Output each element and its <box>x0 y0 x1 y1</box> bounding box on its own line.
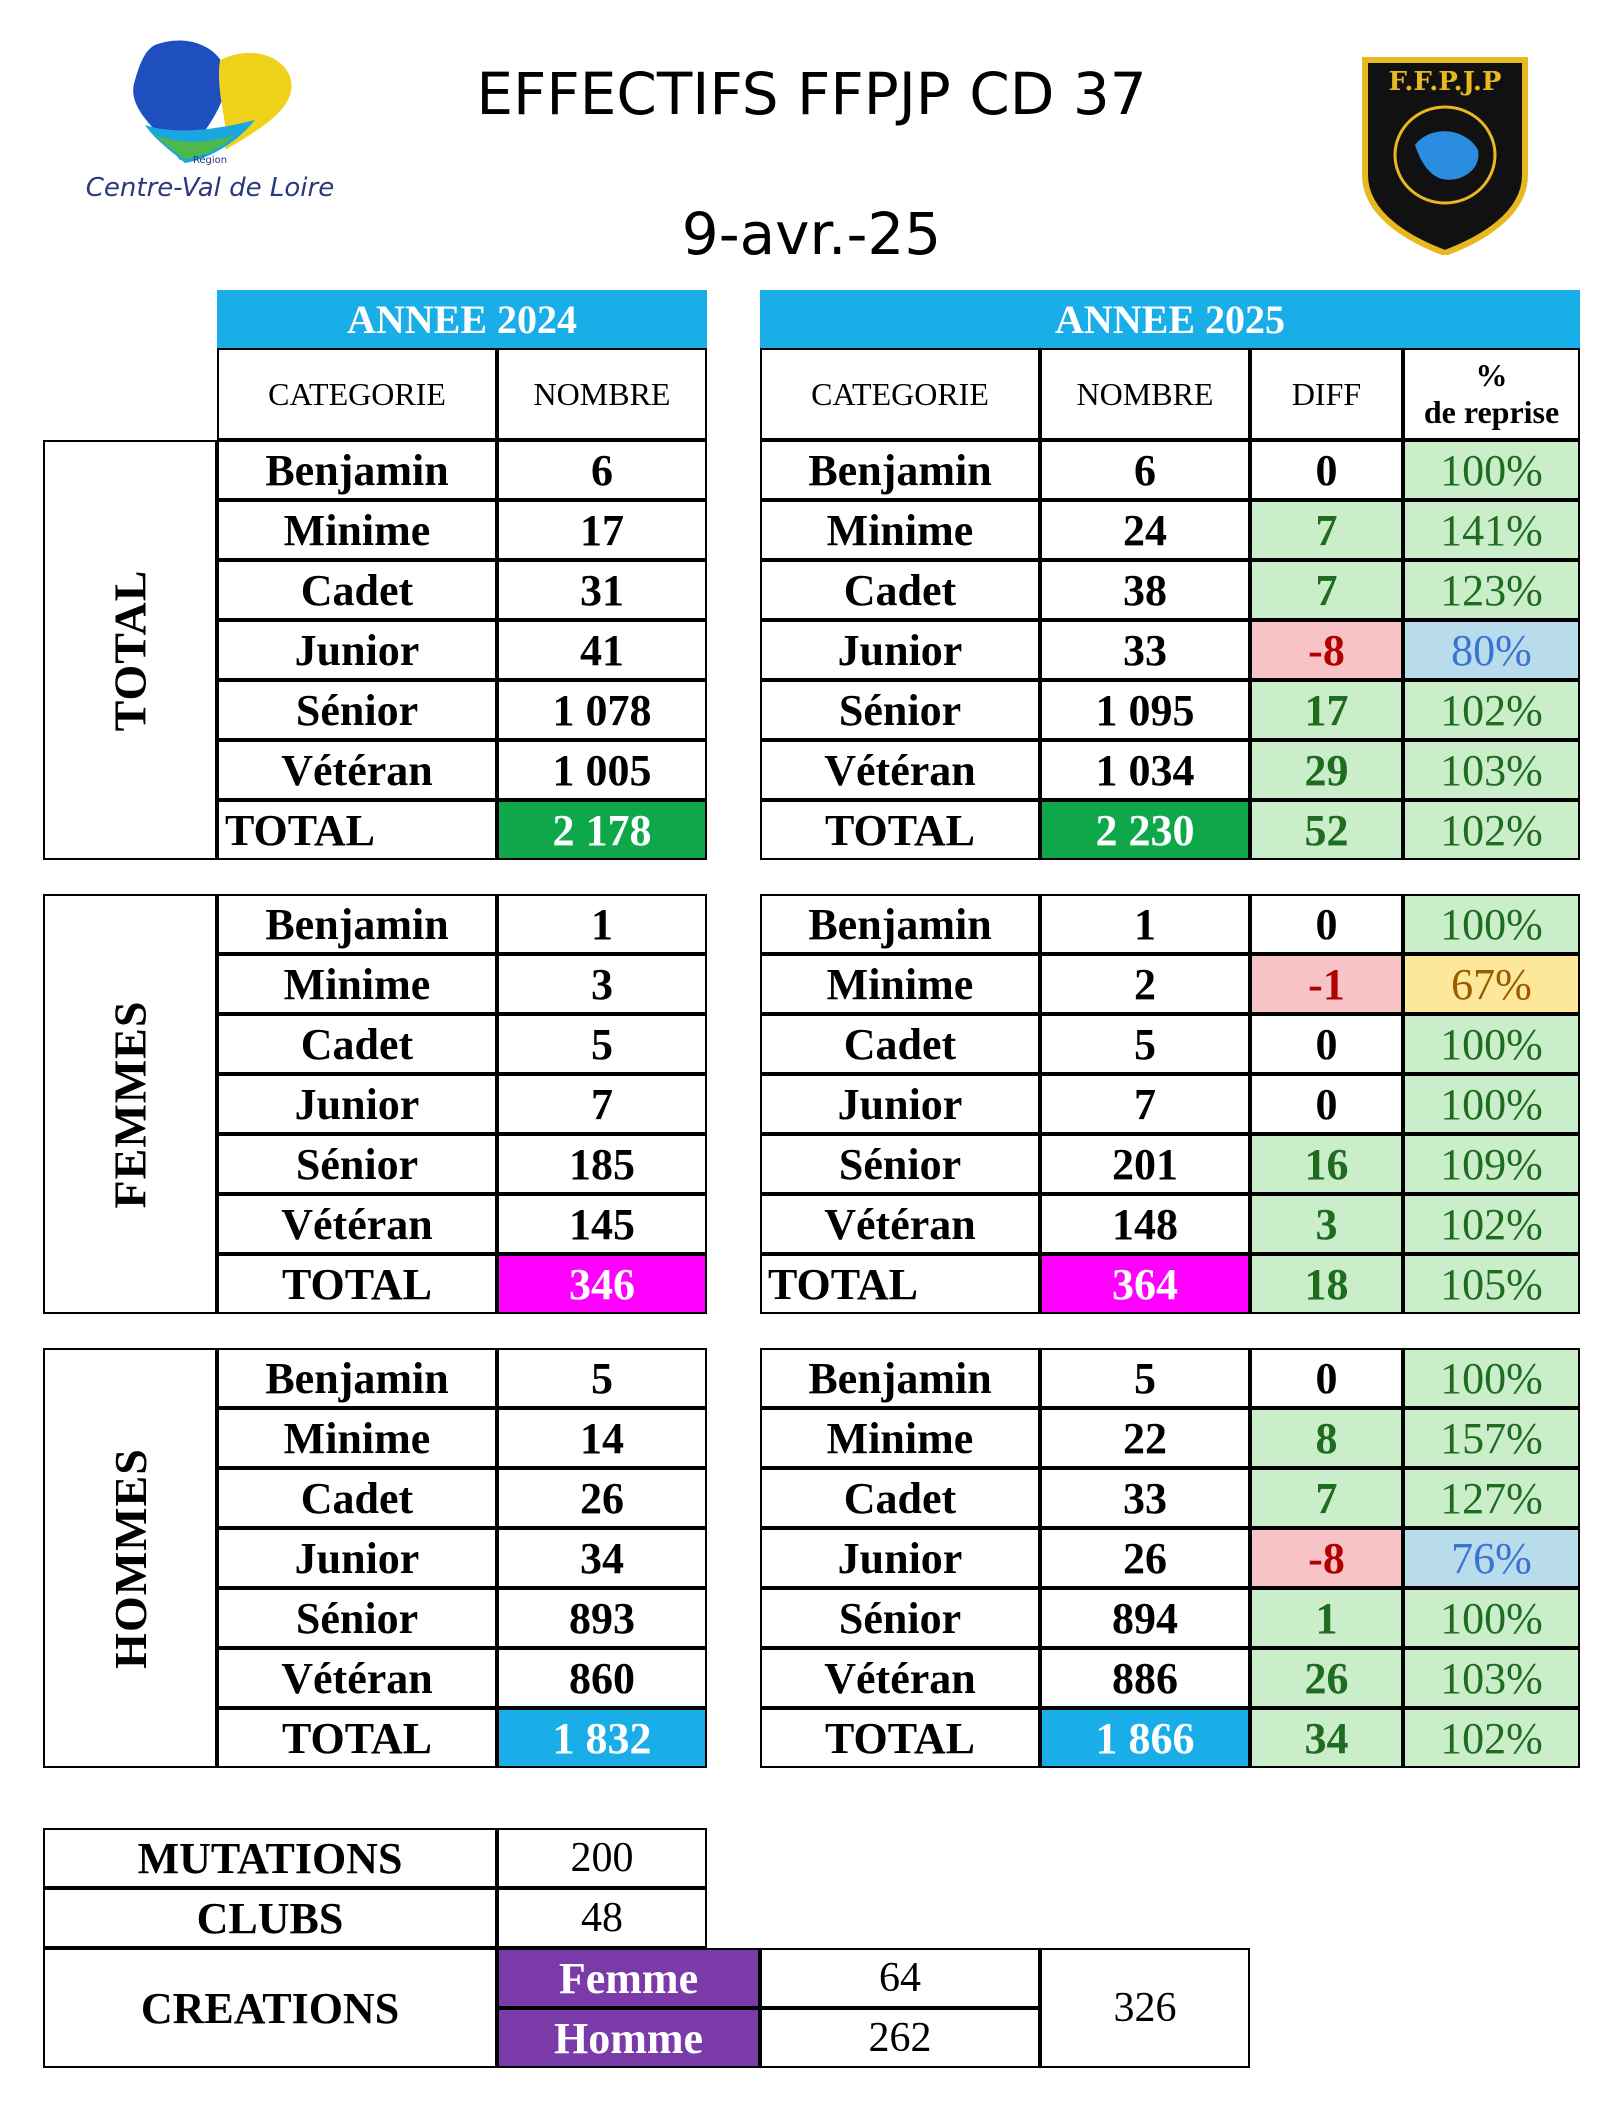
pct-reprise-value: 100% <box>1403 440 1580 500</box>
category-2025: Vétéran <box>760 1648 1040 1708</box>
category-2025: Sénior <box>760 680 1040 740</box>
region-logo <box>85 35 335 210</box>
col-categorie-2025: CATEGORIE <box>760 348 1040 440</box>
pct-reprise-value: 127% <box>1403 1468 1580 1528</box>
nombre-2024: 17 <box>497 500 707 560</box>
category-2025: Benjamin <box>760 1348 1040 1408</box>
pct-reprise-value: 100% <box>1403 894 1580 954</box>
nombre-2024: 185 <box>497 1134 707 1194</box>
category-2025: Junior <box>760 1074 1040 1134</box>
total-2025: 364 <box>1040 1254 1250 1314</box>
nombre-2025: 33 <box>1040 620 1250 680</box>
nombre-2025: 5 <box>1040 1014 1250 1074</box>
category-2025: Junior <box>760 620 1040 680</box>
nombre-2025: 201 <box>1040 1134 1250 1194</box>
page-date: 9-avr.-25 <box>681 200 942 268</box>
category-2025: Vétéran <box>760 1194 1040 1254</box>
total-2024: 1 832 <box>497 1708 707 1768</box>
diff-value: 29 <box>1250 740 1403 800</box>
region-logo-text: Centre-Val de Loire <box>85 173 335 203</box>
diff-value: 0 <box>1250 1074 1403 1134</box>
nombre-2025: 6 <box>1040 440 1250 500</box>
category-2025: Cadet <box>760 1014 1040 1074</box>
col-pct-reprise <box>1403 348 1580 440</box>
nombre-2025: 1 095 <box>1040 680 1250 740</box>
category-2024: Cadet <box>217 1468 497 1528</box>
category-2025: Benjamin <box>760 440 1040 500</box>
nombre-2025: 2 <box>1040 954 1250 1014</box>
col-pct-line2: de reprise <box>1423 394 1560 430</box>
ffpjp-logo-text: F.F.P.J.P <box>1388 67 1502 97</box>
ffpjp-logo <box>1360 55 1530 255</box>
pct-reprise-value: 103% <box>1403 740 1580 800</box>
nombre-2025: 22 <box>1040 1408 1250 1468</box>
category-2025: Sénior <box>760 1134 1040 1194</box>
category-2025: Cadet <box>760 560 1040 620</box>
pct-reprise-value: 141% <box>1403 500 1580 560</box>
col-nombre-2024: NOMBRE <box>497 348 707 440</box>
nombre-2024: 3 <box>497 954 707 1014</box>
col-nombre-2025: NOMBRE <box>1040 348 1250 440</box>
diff-value: -1 <box>1250 954 1403 1014</box>
pct-reprise-value: 123% <box>1403 560 1580 620</box>
total-diff: 34 <box>1250 1708 1403 1768</box>
nombre-2025: 5 <box>1040 1348 1250 1408</box>
category-2024: Benjamin <box>217 1348 497 1408</box>
nombre-2024: 31 <box>497 560 707 620</box>
total-pct-reprise: 105% <box>1403 1254 1580 1314</box>
section-label-text: FEMMES <box>104 1000 156 1208</box>
total-2024: 2 178 <box>497 800 707 860</box>
category-2024: Benjamin <box>217 894 497 954</box>
creations-homme-label: Homme <box>497 2008 760 2068</box>
category-2025: Sénior <box>760 1588 1040 1648</box>
pct-reprise-value: 100% <box>1403 1348 1580 1408</box>
section-label-text: HOMMES <box>104 1447 156 1669</box>
mutations-label: MUTATIONS <box>43 1828 497 1888</box>
section-label-total <box>43 440 217 860</box>
pct-reprise-value: 102% <box>1403 1194 1580 1254</box>
category-2025: Minime <box>760 500 1040 560</box>
section-label-text: TOTAL <box>104 569 156 731</box>
category-2024: Sénior <box>217 1588 497 1648</box>
diff-value: -8 <box>1250 620 1403 680</box>
category-2024: Sénior <box>217 680 497 740</box>
diff-value: 17 <box>1250 680 1403 740</box>
nombre-2024: 34 <box>497 1528 707 1588</box>
total-label-2025: TOTAL <box>760 800 1040 860</box>
creations-femme-value: 64 <box>760 1948 1040 2008</box>
nombre-2024: 26 <box>497 1468 707 1528</box>
diff-value: 16 <box>1250 1134 1403 1194</box>
category-2025: Minime <box>760 1408 1040 1468</box>
nombre-2025: 7 <box>1040 1074 1250 1134</box>
pct-reprise-value: 102% <box>1403 680 1580 740</box>
diff-value: 7 <box>1250 500 1403 560</box>
pct-reprise-value: 100% <box>1403 1074 1580 1134</box>
diff-value: 8 <box>1250 1408 1403 1468</box>
pct-reprise-value: 109% <box>1403 1134 1580 1194</box>
pct-reprise-value: 103% <box>1403 1648 1580 1708</box>
nombre-2024: 5 <box>497 1014 707 1074</box>
col-diff-2025: DIFF <box>1250 348 1403 440</box>
nombre-2025: 24 <box>1040 500 1250 560</box>
diff-value: 0 <box>1250 894 1403 954</box>
total-label-2024: TOTAL <box>217 1254 497 1314</box>
category-2025: Cadet <box>760 1468 1040 1528</box>
pct-reprise-value: 80% <box>1403 620 1580 680</box>
clubs-value: 48 <box>497 1888 707 1948</box>
diff-value: 7 <box>1250 560 1403 620</box>
region-logo-small-text: Région <box>192 155 228 166</box>
diff-value: 7 <box>1250 1468 1403 1528</box>
total-label-2024: TOTAL <box>217 1708 497 1768</box>
total-label-2025: TOTAL <box>760 1254 1040 1314</box>
category-2024: Junior <box>217 1528 497 1588</box>
section-label-femmes <box>43 894 217 1314</box>
mutations-value: 200 <box>497 1828 707 1888</box>
nombre-2024: 860 <box>497 1648 707 1708</box>
col-pct-line1: % <box>1475 357 1508 393</box>
category-2024: Junior <box>217 1074 497 1134</box>
total-diff: 52 <box>1250 800 1403 860</box>
page-title: EFFECTIFS FFPJP CD 37 <box>476 60 1147 128</box>
category-2025: Junior <box>760 1528 1040 1588</box>
nombre-2025: 33 <box>1040 1468 1250 1528</box>
total-diff: 18 <box>1250 1254 1403 1314</box>
nombre-2024: 5 <box>497 1348 707 1408</box>
category-2024: Vétéran <box>217 1648 497 1708</box>
nombre-2025: 38 <box>1040 560 1250 620</box>
category-2025: Benjamin <box>760 894 1040 954</box>
pct-reprise-value: 100% <box>1403 1588 1580 1648</box>
diff-value: -8 <box>1250 1528 1403 1588</box>
category-2025: Minime <box>760 954 1040 1014</box>
pct-reprise-value: 100% <box>1403 1014 1580 1074</box>
diff-value: 0 <box>1250 1014 1403 1074</box>
category-2024: Minime <box>217 954 497 1014</box>
diff-value: 3 <box>1250 1194 1403 1254</box>
nombre-2025: 894 <box>1040 1588 1250 1648</box>
diff-value: 0 <box>1250 1348 1403 1408</box>
total-pct-reprise: 102% <box>1403 1708 1580 1768</box>
category-2024: Cadet <box>217 1014 497 1074</box>
nombre-2025: 1 034 <box>1040 740 1250 800</box>
year-2025-header: ANNEE 2025 <box>760 290 1580 348</box>
category-2024: Cadet <box>217 560 497 620</box>
category-2024: Vétéran <box>217 1194 497 1254</box>
year-2024-header: ANNEE 2024 <box>217 290 707 348</box>
total-label-2025: TOTAL <box>760 1708 1040 1768</box>
nombre-2025: 1 <box>1040 894 1250 954</box>
diff-value: 26 <box>1250 1648 1403 1708</box>
category-2024: Sénior <box>217 1134 497 1194</box>
clubs-label: CLUBS <box>43 1888 497 1948</box>
diff-value: 1 <box>1250 1588 1403 1648</box>
nombre-2024: 41 <box>497 620 707 680</box>
nombre-2024: 1 005 <box>497 740 707 800</box>
nombre-2024: 893 <box>497 1588 707 1648</box>
creations-homme-value: 262 <box>760 2008 1040 2068</box>
nombre-2025: 26 <box>1040 1528 1250 1588</box>
pct-reprise-value: 157% <box>1403 1408 1580 1468</box>
total-2024: 346 <box>497 1254 707 1314</box>
creations-total-value: 326 <box>1040 1948 1250 2068</box>
category-2024: Vétéran <box>217 740 497 800</box>
category-2025: Vétéran <box>760 740 1040 800</box>
total-2025: 1 866 <box>1040 1708 1250 1768</box>
col-categorie-2024: CATEGORIE <box>217 348 497 440</box>
category-2024: Minime <box>217 500 497 560</box>
nombre-2025: 886 <box>1040 1648 1250 1708</box>
creations-femme-label: Femme <box>497 1948 760 2008</box>
nombre-2024: 6 <box>497 440 707 500</box>
category-2024: Junior <box>217 620 497 680</box>
total-2025: 2 230 <box>1040 800 1250 860</box>
section-label-hommes <box>43 1348 217 1768</box>
pct-reprise-value: 76% <box>1403 1528 1580 1588</box>
total-pct-reprise: 102% <box>1403 800 1580 860</box>
nombre-2025: 148 <box>1040 1194 1250 1254</box>
pct-reprise-value: 67% <box>1403 954 1580 1014</box>
nombre-2024: 1 <box>497 894 707 954</box>
total-label-2024: TOTAL <box>217 800 497 860</box>
creations-label: CREATIONS <box>43 1948 497 2068</box>
nombre-2024: 7 <box>497 1074 707 1134</box>
nombre-2024: 145 <box>497 1194 707 1254</box>
nombre-2024: 14 <box>497 1408 707 1468</box>
nombre-2024: 1 078 <box>497 680 707 740</box>
diff-value: 0 <box>1250 440 1403 500</box>
category-2024: Benjamin <box>217 440 497 500</box>
category-2024: Minime <box>217 1408 497 1468</box>
